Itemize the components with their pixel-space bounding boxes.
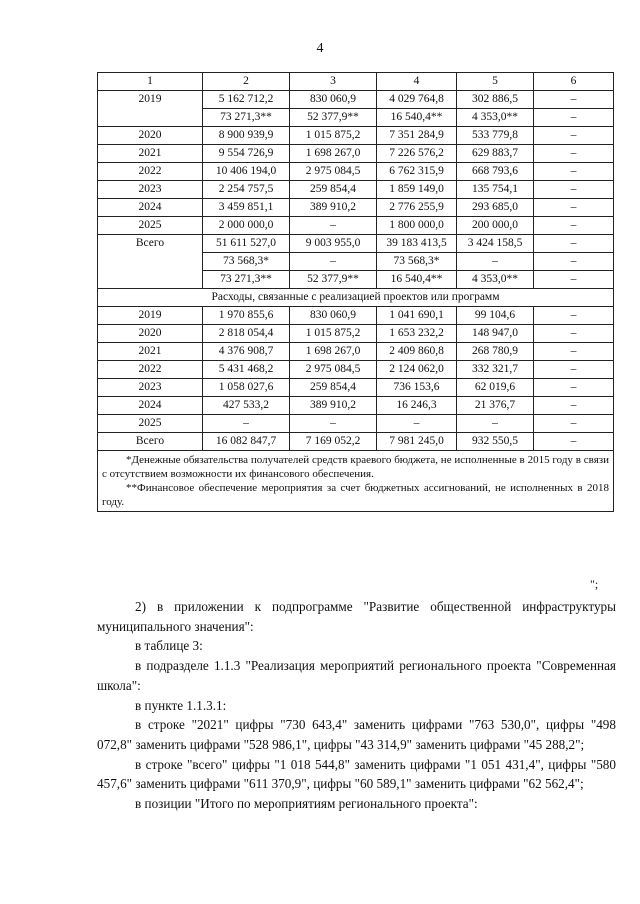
year-cell: 2021 [98, 343, 203, 361]
value-cell: – [534, 199, 614, 217]
value-cell: 1 015 875,2 [290, 325, 377, 343]
value-cell: – [534, 127, 614, 145]
paragraph: в строке "2021" цифры "730 643,4" заменить цифрами "763 530,0", цифры "498 072,8" заменить цифрами "528 986,1", цифры "43 314,9" заменить цифрами "45 288,2"; [97, 717, 616, 752]
section-row [98, 289, 614, 307]
value-cell: 332 321,7 [457, 361, 534, 379]
value-cell: 533 779,8 [457, 127, 534, 145]
value-cell: 4 353,0** [457, 109, 534, 127]
value-cell: 1 859 149,0 [377, 181, 457, 199]
table-row [98, 163, 614, 181]
table-row [98, 109, 614, 127]
table-row [98, 145, 614, 163]
year-cell: 2019 [98, 307, 203, 325]
value-cell: 4 353,0** [457, 271, 534, 289]
value-cell: – [534, 91, 614, 109]
value-cell: 8 900 939,9 [203, 127, 290, 145]
value-cell: 7 226 576,2 [377, 145, 457, 163]
value-cell: – [377, 415, 457, 433]
year-cell: 2022 [98, 361, 203, 379]
value-cell: 2 124 062,0 [377, 361, 457, 379]
value-cell: 259 854,4 [290, 379, 377, 397]
value-cell: 62 019,6 [457, 379, 534, 397]
value-cell: – [534, 433, 614, 451]
value-cell: 2 409 860,8 [377, 343, 457, 361]
value-cell: 1 015 875,2 [290, 127, 377, 145]
year-cell: 2025 [98, 415, 203, 433]
value-cell: 1 800 000,0 [377, 217, 457, 235]
value-cell: 629 883,7 [457, 145, 534, 163]
paragraph: в подразделе 1.1.3 "Реализация мероприятий регионального проекта "Современная школа": [97, 658, 616, 693]
value-cell: 39 183 413,5 [377, 235, 457, 253]
value-cell: 2 975 084,5 [290, 361, 377, 379]
value-cell: 7 169 052,2 [290, 433, 377, 451]
value-cell: 73 271,3** [203, 271, 290, 289]
value-cell: 1 698 267,0 [290, 145, 377, 163]
year-cell: Всего [98, 235, 203, 253]
year-cell: 2024 [98, 199, 203, 217]
value-cell: – [534, 397, 614, 415]
table-row [98, 181, 614, 199]
table-row [98, 325, 614, 343]
header-cell: 5 [457, 73, 534, 91]
value-cell: 1 058 027,6 [203, 379, 290, 397]
value-cell: 3 459 851,1 [203, 199, 290, 217]
value-cell: 9 554 726,9 [203, 145, 290, 163]
value-cell: 5 162 712,2 [203, 91, 290, 109]
value-cell: 389 910,2 [290, 199, 377, 217]
value-cell: 52 377,9** [290, 271, 377, 289]
page-number: 4 [316, 41, 324, 56]
value-cell: 51 611 527,0 [203, 235, 290, 253]
value-cell: 389 910,2 [290, 397, 377, 415]
value-cell: 736 153,6 [377, 379, 457, 397]
value-cell: 4 376 908,7 [203, 343, 290, 361]
value-cell: 2 000 000,0 [203, 217, 290, 235]
header-cell: 2 [203, 73, 290, 91]
table-row [98, 397, 614, 415]
year-cell: 2020 [98, 325, 203, 343]
value-cell: 16 082 847,7 [203, 433, 290, 451]
table-row [98, 253, 614, 271]
value-cell: 16 540,4** [377, 271, 457, 289]
table-row [98, 217, 614, 235]
year-cell: 2024 [98, 397, 203, 415]
year-cell [98, 271, 203, 289]
value-cell: – [290, 253, 377, 271]
value-cell: 200 000,0 [457, 217, 534, 235]
value-cell: 73 271,3** [203, 109, 290, 127]
value-cell: 73 568,3* [203, 253, 290, 271]
year-cell: 2025 [98, 217, 203, 235]
value-cell: – [534, 235, 614, 253]
table-row [98, 271, 614, 289]
value-cell: – [534, 325, 614, 343]
amendment-text [97, 597, 616, 814]
table-row [98, 235, 614, 253]
value-cell: – [534, 109, 614, 127]
value-cell: 16 246,3 [377, 397, 457, 415]
year-cell: 2023 [98, 181, 203, 199]
value-cell: – [534, 145, 614, 163]
value-cell: 21 376,7 [457, 397, 534, 415]
header-cell: 6 [534, 73, 614, 91]
value-cell: 259 854,4 [290, 181, 377, 199]
value-cell: 5 431 468,2 [203, 361, 290, 379]
value-cell: – [534, 379, 614, 397]
value-cell: – [534, 361, 614, 379]
value-cell: 1 041 690,1 [377, 307, 457, 325]
value-cell: 2 254 757,5 [203, 181, 290, 199]
year-cell: 2020 [98, 127, 203, 145]
value-cell: 293 685,0 [457, 199, 534, 217]
table-row [98, 433, 614, 451]
value-cell: 99 104,6 [457, 307, 534, 325]
table-row [98, 127, 614, 145]
value-cell: – [290, 415, 377, 433]
table-row [98, 361, 614, 379]
value-cell: – [534, 163, 614, 181]
year-cell: 2019 [98, 91, 203, 109]
value-cell: 7 351 284,9 [377, 127, 457, 145]
value-cell: 16 540,4** [377, 109, 457, 127]
value-cell: 427 533,2 [203, 397, 290, 415]
value-cell: 6 762 315,9 [377, 163, 457, 181]
table-row [98, 91, 614, 109]
table-row [98, 307, 614, 325]
value-cell: 2 776 255,9 [377, 199, 457, 217]
value-cell: – [534, 253, 614, 271]
footnote-2: **Финансовое обеспечение мероприятия за счет бюджетных ассигнований, не исполненных в 2018 году. [102, 482, 609, 508]
year-cell [98, 109, 203, 127]
value-cell: 4 029 764,8 [377, 91, 457, 109]
year-cell [98, 253, 203, 271]
value-cell: – [534, 181, 614, 199]
value-cell: 9 003 955,0 [290, 235, 377, 253]
header-cell: 3 [290, 73, 377, 91]
paragraph: в таблице 3: [135, 638, 203, 654]
value-cell: – [457, 415, 534, 433]
value-cell: – [534, 217, 614, 235]
header-cell: 1 [98, 73, 203, 91]
paragraph: в строке "всего" цифры "1 018 544,8" заменить цифрами "1 051 431,4", цифры "580 457,6" заменить цифрами "611 370,9", цифры "60 589,1" заменить цифрами "62 562,4"; [97, 756, 616, 792]
value-cell: 830 060,9 [290, 91, 377, 109]
paragraph: в пункте 1.1.3.1: [135, 697, 227, 713]
value-cell: – [534, 343, 614, 361]
value-cell: 3 424 158,5 [457, 235, 534, 253]
value-cell: 932 550,5 [457, 433, 534, 451]
value-cell: 1 698 267,0 [290, 343, 377, 361]
value-cell: – [290, 217, 377, 235]
closing-mark: "; [590, 577, 599, 591]
value-cell: 830 060,9 [290, 307, 377, 325]
footnotes [98, 451, 614, 512]
value-cell: 148 947,0 [457, 325, 534, 343]
value-cell: 1 653 232,2 [377, 325, 457, 343]
table-row [98, 199, 614, 217]
table-row [98, 343, 614, 361]
value-cell: 52 377,9** [290, 109, 377, 127]
value-cell: 2 818 054,4 [203, 325, 290, 343]
value-cell: 668 793,6 [457, 163, 534, 181]
paragraph: в позиции "Итого по мероприятиям регионального проекта": [135, 796, 478, 812]
value-cell: 7 981 245,0 [377, 433, 457, 451]
value-cell: 135 754,1 [457, 181, 534, 199]
value-cell: – [203, 415, 290, 433]
section-title: Расходы, связанные с реализацией проектов или программ [98, 289, 614, 307]
table-row [98, 379, 614, 397]
table-row [98, 415, 614, 433]
table-header-row [98, 73, 614, 91]
value-cell: 73 568,3* [377, 253, 457, 271]
value-cell: 302 886,5 [457, 91, 534, 109]
paragraph: 2) в приложении к подпрограмме "Развитие общественной инфраструктуры муниципального значения": [97, 599, 616, 634]
year-cell: 2021 [98, 145, 203, 163]
value-cell: 10 406 194,0 [203, 163, 290, 181]
value-cell: 1 970 855,6 [203, 307, 290, 325]
value-cell: – [534, 271, 614, 289]
year-cell: Всего [98, 433, 203, 451]
year-cell: 2022 [98, 163, 203, 181]
value-cell: – [534, 415, 614, 433]
footnote-1: *Денежные обязательства получателей средств краевого бюджета, не исполненные в 2015 году в связи с отсутствием возможности их финансового обеспечения. [102, 454, 609, 480]
header-cell: 4 [377, 73, 457, 91]
footnote-row [98, 451, 614, 512]
value-cell: 268 780,9 [457, 343, 534, 361]
budget-table [97, 72, 614, 512]
year-cell: 2023 [98, 379, 203, 397]
value-cell: – [457, 253, 534, 271]
value-cell: – [534, 307, 614, 325]
value-cell: 2 975 084,5 [290, 163, 377, 181]
